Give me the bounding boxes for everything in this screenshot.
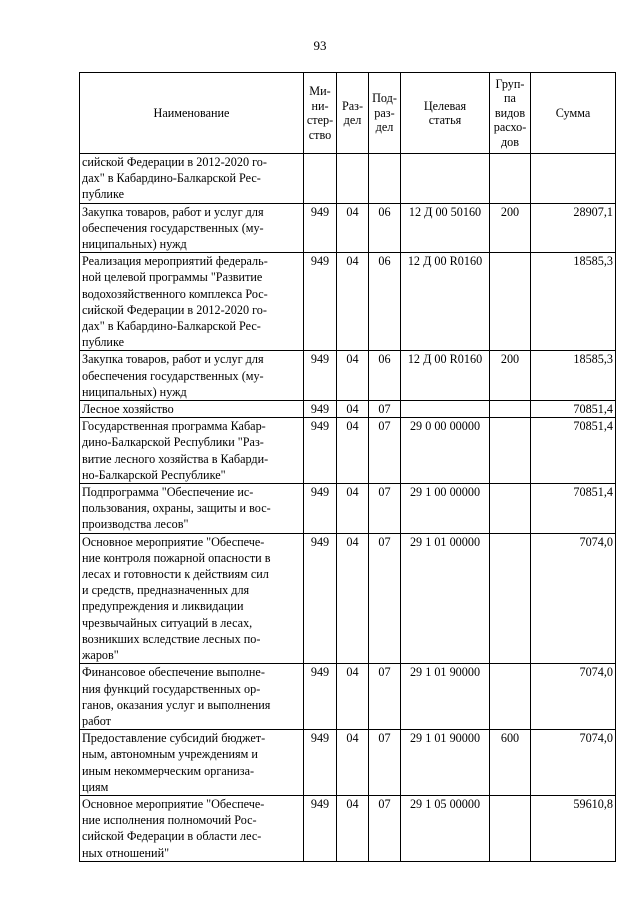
table-row [80, 154, 616, 204]
cell-target [401, 401, 490, 418]
cell-section [337, 154, 369, 204]
cell-section: 04 [337, 401, 369, 418]
cell-subsection: 07 [369, 533, 401, 664]
table-row [80, 664, 616, 730]
cell-name: Лесное хозяйство [80, 401, 304, 418]
cell-subsection: 06 [369, 203, 401, 253]
table-row [80, 484, 616, 534]
cell-amount: 28907,1 [531, 203, 616, 253]
cell-target: 12 Д 00 R0160 [401, 351, 490, 401]
cell-target: 29 1 01 90000 [401, 664, 490, 730]
cell-name: Финансовое обеспечение выполне- ния функций государственных ор- ганов, оказания услуг и выполнения работ [80, 664, 304, 730]
table-row [80, 203, 616, 253]
cell-ministry: 949 [304, 203, 337, 253]
cell-group [490, 795, 531, 861]
cell-amount: 7074,0 [531, 533, 616, 664]
page-number: 93 [313, 38, 327, 53]
cell-ministry: 949 [304, 730, 337, 796]
header-subsection: Под- раз- дел [369, 73, 401, 154]
cell-subsection: 07 [369, 484, 401, 534]
cell-amount: 7074,0 [531, 664, 616, 730]
table-row [80, 401, 616, 418]
cell-name: Основное мероприятие "Обеспече- ние контроля пожарной опасности в лесах и готовности к действиям сил и средств, предназначенных для предупреждения и ликвидации чрезвычайных ситуаций в лесах, возникших вследствие лесных по- жаров" [80, 533, 304, 664]
cell-group: 200 [490, 203, 531, 253]
cell-subsection: 07 [369, 401, 401, 418]
cell-subsection: 07 [369, 795, 401, 861]
cell-name: Закупка товаров, работ и услуг для обеспечения государственных (му- ниципальных) нужд [80, 351, 304, 401]
header-group: Груп- па видов расхо- дов [490, 73, 531, 154]
table-row [80, 730, 616, 796]
cell-group: 200 [490, 351, 531, 401]
cell-amount: 59610,8 [531, 795, 616, 861]
cell-amount: 70851,4 [531, 418, 616, 484]
cell-subsection [369, 154, 401, 204]
cell-name: Реализация мероприятий федераль- ной целевой программы "Развитие водохозяйственного комплекса Рос- сийской Федерации в 2012-2020 го- дах" в Кабардино-Балкарской Рес- публике [80, 253, 304, 351]
header-target: Целевая статья [401, 73, 490, 154]
cell-target: 29 1 01 90000 [401, 730, 490, 796]
cell-group [490, 401, 531, 418]
cell-amount [531, 154, 616, 204]
table-header-row [80, 73, 616, 154]
cell-group [490, 533, 531, 664]
cell-section: 04 [337, 418, 369, 484]
cell-ministry: 949 [304, 351, 337, 401]
cell-amount: 7074,0 [531, 730, 616, 796]
table-row [80, 533, 616, 664]
cell-target: 12 Д 00 50160 [401, 203, 490, 253]
cell-group [490, 253, 531, 351]
cell-name: сийской Федерации в 2012-2020 го- дах" в Кабардино-Балкарской Рес- публике [80, 154, 304, 204]
cell-target: 29 1 00 00000 [401, 484, 490, 534]
cell-name: Подпрограмма "Обеспечение ис- пользования, охраны, защиты и вос- производства лесов" [80, 484, 304, 534]
cell-ministry: 949 [304, 795, 337, 861]
cell-amount: 70851,4 [531, 401, 616, 418]
cell-name: Закупка товаров, работ и услуг для обеспечения государственных (му- ниципальных) нужд [80, 203, 304, 253]
cell-target: 29 1 01 00000 [401, 533, 490, 664]
cell-section: 04 [337, 533, 369, 664]
cell-amount: 70851,4 [531, 484, 616, 534]
cell-name: Государственная программа Кабар- дино-Балкарской Республики "Раз- витие лесного хозяйства в Кабарди- но-Балкарской Республике" [80, 418, 304, 484]
budget-table [79, 72, 616, 862]
cell-target: 29 0 00 00000 [401, 418, 490, 484]
cell-ministry: 949 [304, 253, 337, 351]
cell-section: 04 [337, 351, 369, 401]
cell-ministry: 949 [304, 418, 337, 484]
table-row [80, 418, 616, 484]
cell-group [490, 664, 531, 730]
cell-ministry: 949 [304, 664, 337, 730]
cell-group [490, 154, 531, 204]
cell-amount: 18585,3 [531, 351, 616, 401]
table-row [80, 795, 616, 861]
table-row [80, 253, 616, 351]
cell-target: 12 Д 00 R0160 [401, 253, 490, 351]
header-ministry: Ми- ни- стер- ство [304, 73, 337, 154]
cell-subsection: 07 [369, 730, 401, 796]
cell-ministry: 949 [304, 484, 337, 534]
table-row [80, 351, 616, 401]
cell-amount: 18585,3 [531, 253, 616, 351]
header-name: Наименование [80, 73, 304, 154]
cell-name: Основное мероприятие "Обеспече- ние исполнения полномочий Рос- сийской Федерации в области лес- ных отношений" [80, 795, 304, 861]
cell-section: 04 [337, 664, 369, 730]
cell-ministry [304, 154, 337, 204]
cell-subsection: 06 [369, 351, 401, 401]
cell-target [401, 154, 490, 204]
cell-section: 04 [337, 795, 369, 861]
cell-group: 600 [490, 730, 531, 796]
cell-ministry: 949 [304, 533, 337, 664]
cell-name: Предоставление субсидий бюджет- ным, автономным учреждениям и иным некоммерческим организа- циям [80, 730, 304, 796]
header-amount: Сумма [531, 73, 616, 154]
header-section: Раз- дел [337, 73, 369, 154]
cell-section: 04 [337, 253, 369, 351]
cell-subsection: 06 [369, 253, 401, 351]
cell-target: 29 1 05 00000 [401, 795, 490, 861]
cell-section: 04 [337, 203, 369, 253]
cell-section: 04 [337, 730, 369, 796]
cell-group [490, 418, 531, 484]
cell-ministry: 949 [304, 401, 337, 418]
cell-subsection: 07 [369, 664, 401, 730]
cell-subsection: 07 [369, 418, 401, 484]
table-body [80, 154, 616, 862]
cell-group [490, 484, 531, 534]
cell-section: 04 [337, 484, 369, 534]
